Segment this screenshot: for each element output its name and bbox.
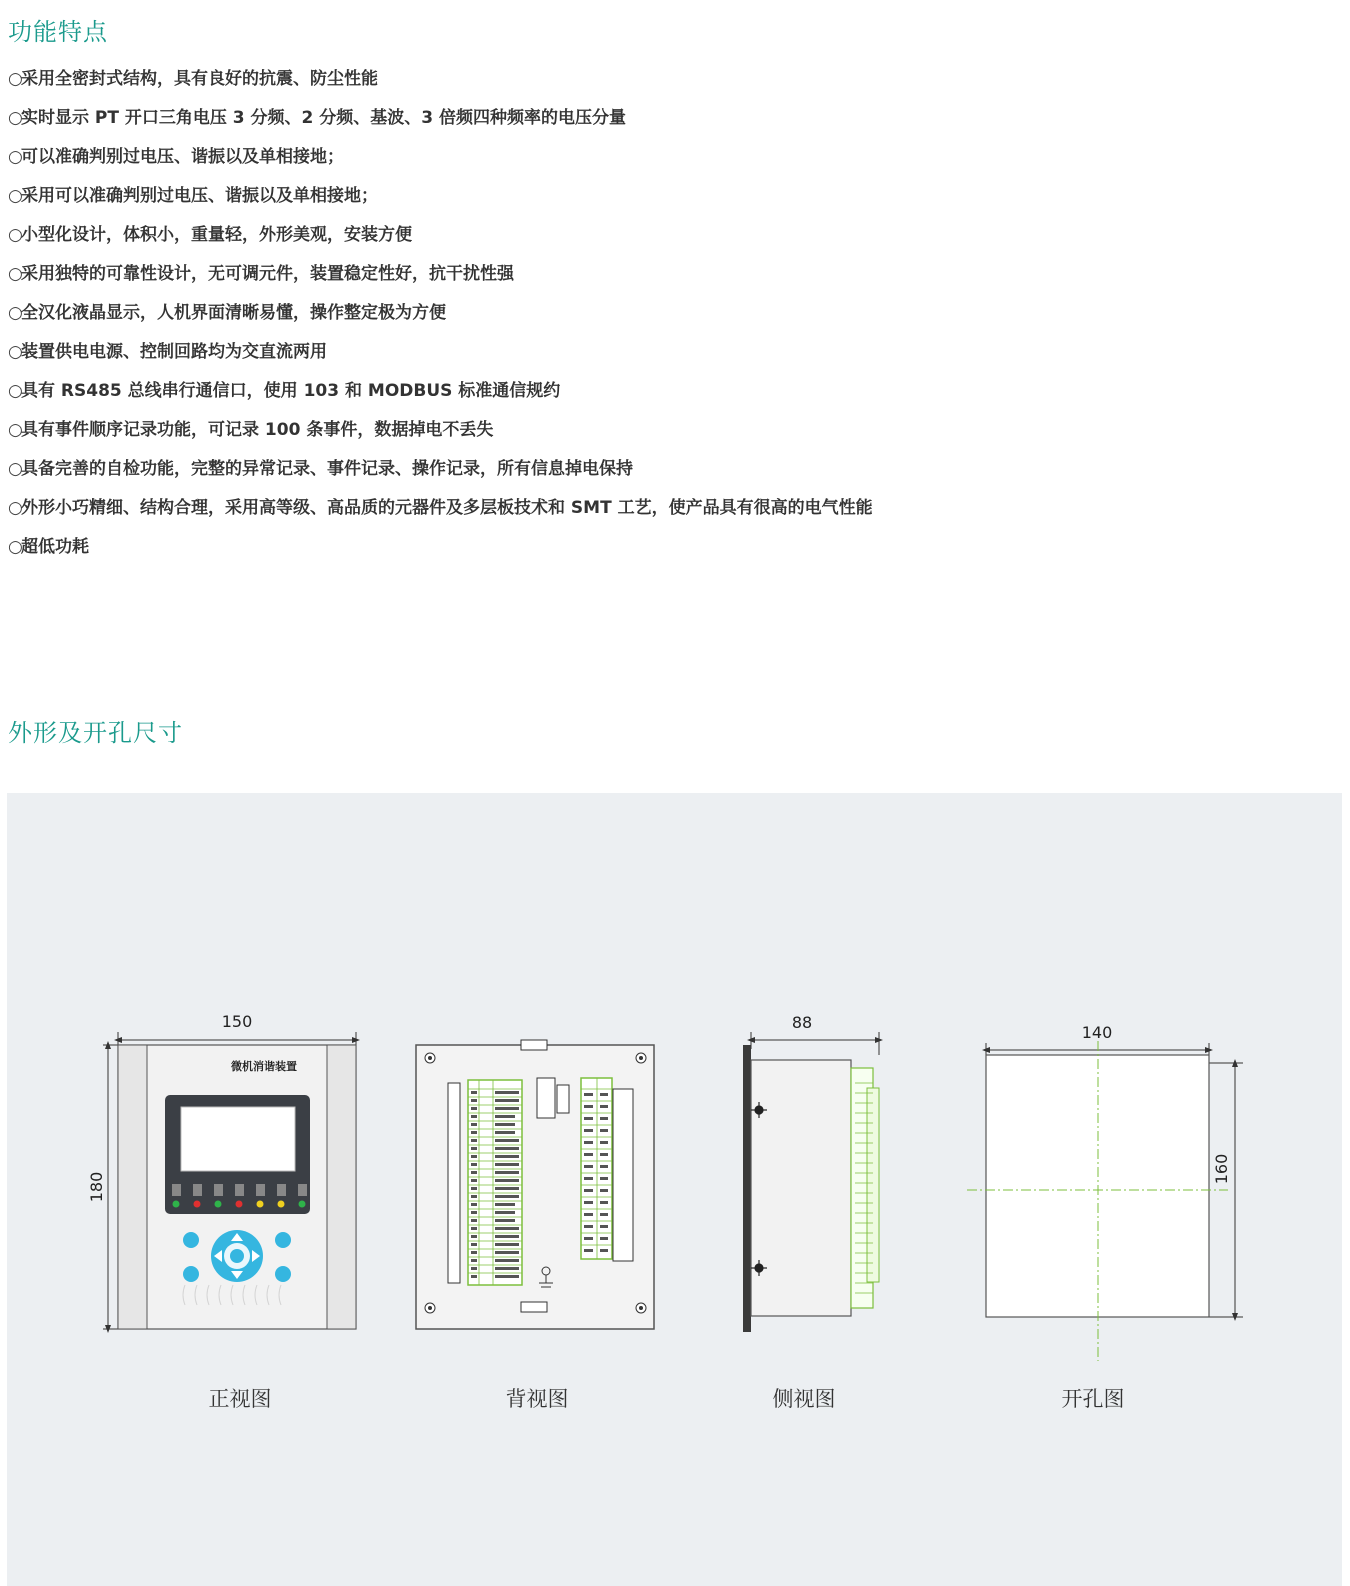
front-device-label: 微机消谐装置 bbox=[231, 1060, 297, 1073]
bullet-icon: ○ bbox=[8, 381, 23, 401]
dimension-drawings bbox=[7, 793, 1342, 1586]
feature-item bbox=[8, 220, 873, 259]
bullet-icon: ○ bbox=[8, 264, 23, 284]
feature-text: 全汉化液晶显示，人机界面清晰易懂，操作整定极为方便 bbox=[21, 303, 446, 323]
front-view-drawing bbox=[87, 1012, 356, 1329]
feature-item bbox=[8, 64, 873, 103]
cutout-view-caption: 开孔图 bbox=[1061, 1387, 1125, 1411]
dimensions-panel bbox=[7, 793, 1342, 1586]
features-list bbox=[8, 64, 873, 571]
feature-item bbox=[8, 532, 873, 571]
cutout-width-dimension: 140 bbox=[1081, 1023, 1113, 1042]
feature-text: 外形小巧精细、结构合理，采用高等级、高品质的元器件及多层板技术和 SMT 工艺，使产品具有很高的电气性能 bbox=[21, 498, 873, 518]
features-title: 功能特点 bbox=[8, 18, 108, 46]
feature-text: 具有事件顺序记录功能，可记录 100 条事件，数据掉电不丢失 bbox=[21, 420, 494, 440]
feature-text: 装置供电电源、控制回路均为交直流两用 bbox=[21, 342, 327, 362]
side-view-caption: 侧视图 bbox=[772, 1387, 836, 1411]
bullet-icon: ○ bbox=[8, 420, 23, 440]
bullet-icon: ○ bbox=[8, 69, 23, 89]
feature-item bbox=[8, 142, 873, 181]
bullet-icon: ○ bbox=[8, 147, 23, 167]
feature-text: 可以准确判别过电压、谐振以及单相接地； bbox=[21, 147, 344, 167]
feature-text: 采用可以准确判别过电压、谐振以及单相接地； bbox=[21, 186, 378, 206]
front-width-dimension: 150 bbox=[221, 1012, 253, 1031]
bullet-icon: ○ bbox=[8, 303, 23, 323]
bullet-icon: ○ bbox=[8, 459, 23, 479]
feature-text: 采用全密封式结构，具有良好的抗震、防尘性能 bbox=[21, 69, 378, 89]
bullet-icon: ○ bbox=[8, 186, 23, 206]
back-terminal-block-a bbox=[468, 1080, 522, 1285]
feature-item bbox=[8, 337, 873, 376]
side-depth-dimension: 88 bbox=[791, 1013, 813, 1032]
feature-text: 采用独特的可靠性设计，无可调元件，装置稳定性好，抗干扰性强 bbox=[21, 264, 514, 284]
feature-text: 实时显示 PT 开口三角电压 3 分频、2 分频、基波、3 倍频四种频率的电压分量 bbox=[21, 108, 627, 128]
back-view-drawing bbox=[416, 1040, 654, 1329]
bullet-icon: ○ bbox=[8, 498, 23, 518]
front-height-dimension: 180 bbox=[87, 1171, 106, 1203]
feature-text: 超低功耗 bbox=[21, 537, 89, 557]
dimensions-title: 外形及开孔尺寸 bbox=[8, 719, 183, 747]
feature-item bbox=[8, 376, 873, 415]
feature-text: 具备完善的自检功能，完整的异常记录、事件记录、操作记录，所有信息掉电保持 bbox=[21, 459, 633, 479]
bullet-icon: ○ bbox=[8, 342, 23, 362]
cutout-view-drawing bbox=[967, 1023, 1243, 1361]
feature-item bbox=[8, 493, 873, 532]
feature-item bbox=[8, 259, 873, 298]
side-view-drawing bbox=[743, 1013, 879, 1332]
feature-text: 小型化设计，体积小，重量轻，外形美观，安装方便 bbox=[21, 225, 412, 245]
feature-text: 具有 RS485 总线串行通信口，使用 103 和 MODBUS 标准通信规约 bbox=[21, 381, 561, 401]
bullet-icon: ○ bbox=[8, 537, 23, 557]
cutout-height-dimension: 160 bbox=[1212, 1153, 1231, 1185]
front-view-caption: 正视图 bbox=[208, 1387, 272, 1411]
bullet-icon: ○ bbox=[8, 108, 23, 128]
back-view-caption: 背视图 bbox=[505, 1387, 569, 1411]
feature-item bbox=[8, 181, 873, 220]
feature-item bbox=[8, 103, 873, 142]
feature-item bbox=[8, 415, 873, 454]
bullet-icon: ○ bbox=[8, 225, 23, 245]
feature-item bbox=[8, 454, 873, 493]
feature-item bbox=[8, 298, 873, 337]
